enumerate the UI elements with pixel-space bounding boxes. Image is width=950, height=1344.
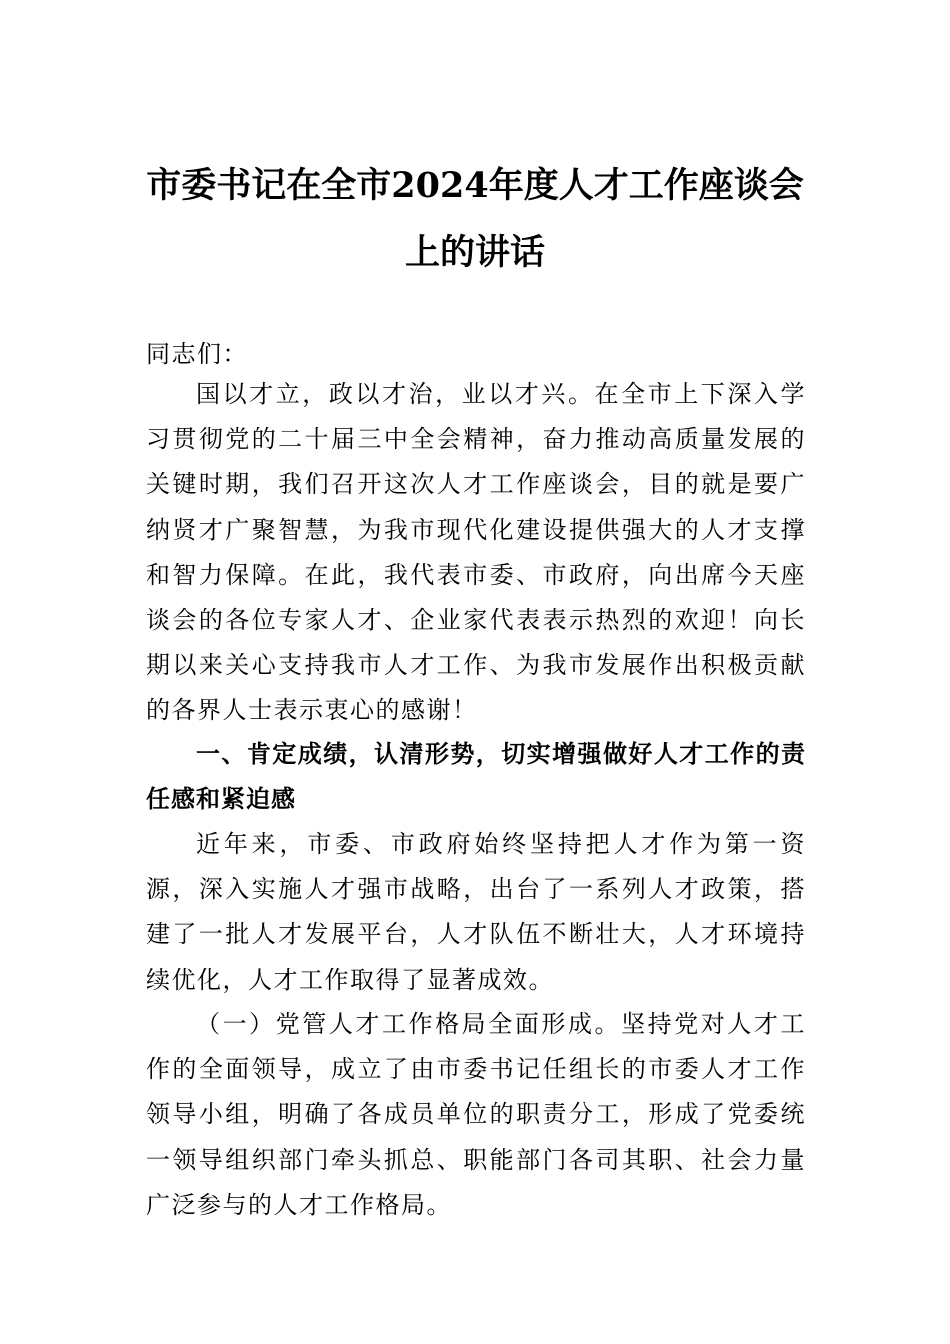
salutation: 同志们： — [146, 340, 248, 368]
section-heading-1: 一、肯定成绩，认清形势，切实增强做好人才工作的责任感和紧迫感 — [146, 740, 806, 814]
document-title-line-2: 上的讲话 — [404, 232, 545, 273]
paragraph-opening: 国以才立，政以才治，业以才兴。在全市上下深入学习贯彻党的二十届三中全会精神，奋力推动高质量发展的关键时期，我们召开这次人才工作座谈会，目的就是要广纳贤才广聚智慧，为我市现代化建设提供强大的人才支撑和智力保障。在此，我代表市委、市政府，向出席今天座谈会的各位专家人才、企业家代表表示热烈的欢迎！向长期以来关心支持我市人才工作、为我市发展作出积极贡献的各界人士表示衷心的感谢！ — [146, 380, 806, 725]
document-title-line-1: 市委书记在全市2024年度人才工作座谈会 — [146, 165, 804, 206]
paragraph-achievements: 近年来，市委、市政府始终坚持把人才作为第一资源，深入实施人才强市战略，出台了一系列人才政策，搭建了一批人才发展平台，人才队伍不断壮大，人才环境持续优化，人才工作取得了显著成效。 — [146, 830, 806, 994]
paragraph-party-leadership: （一）党管人才工作格局全面形成。坚持党对人才工作的全面领导，成立了由市委书记任组长的市委人才工作领导小组，明确了各成员单位的职责分工，形成了党委统一领导组织部门牵头抓总、职能部门各司其职、社会力量广泛参与的人才工作格局。 — [146, 1010, 806, 1219]
